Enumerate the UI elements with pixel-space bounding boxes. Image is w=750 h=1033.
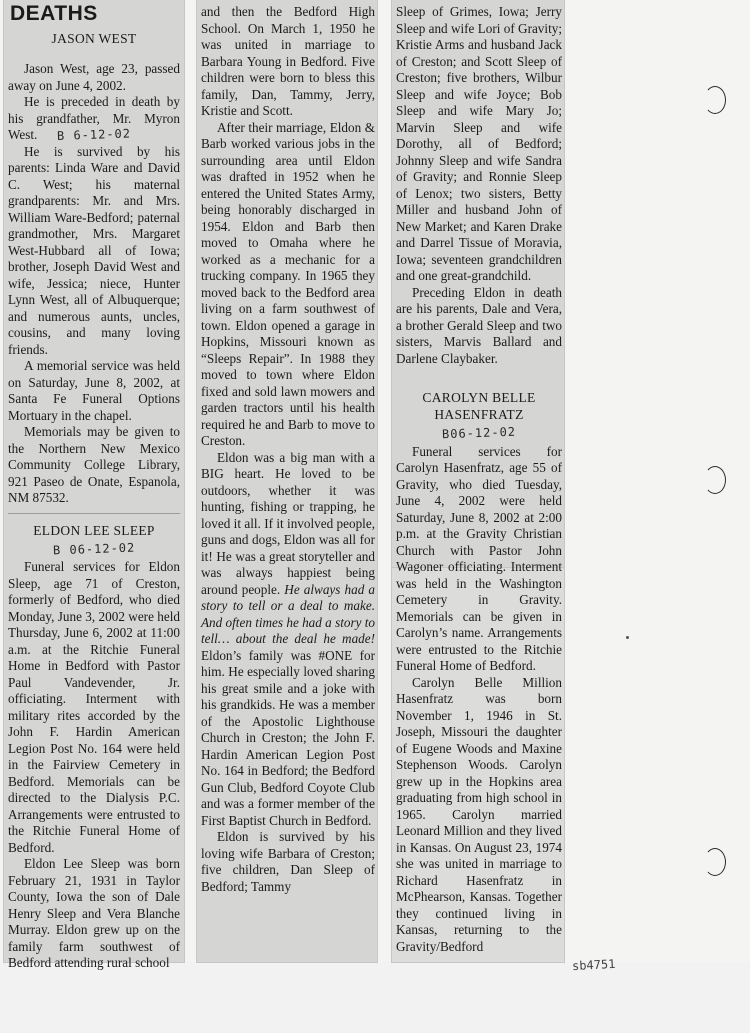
archive-reference-handwritten: sb4751 [571, 956, 616, 974]
paragraph [201, 450, 375, 830]
paragraph: Funeral services for Eldon Sleep, age 71 of Creston, formerly of Bedford, who died Monday, June 3, 2002 were held Thursday, June 6, 2002 at 11:00 a.m. at the Ritchie Funeral Home in Bedford with Pastor Paul Vandevender, Jr. officiating. Interment with military rites accorded by the John F. Hardin American Legion Post No. 164 were held in the Fairview Cemetery in Bedford. Memorials can be directed to the Dialysis P.C. Arrangements were entrusted to the Ritchie Funeral Home of Bedford. [8, 559, 180, 855]
column-2 [201, 4, 375, 895]
handwritten-date: B06-12-02 [441, 424, 517, 442]
paragraph-text: Eldon was a big man with a BIG heart. He loved to be outdoors, whether it was hunting, fishing or trapping, he loved it all. If it involved people, guns and dogs, Eldon was all for it! He was a great storyteller and was always happiest being around people. [201, 449, 375, 597]
binder-hole-mark [704, 848, 726, 876]
paragraph: Eldon is survived by his loving wife Barbara of Creston; five children, Dan Sleep of Bedford; Tammy [201, 829, 375, 894]
paragraph: Jason West, age 23, passed away on June 4, 2002. [8, 61, 180, 93]
divider [8, 513, 180, 514]
scan-background [0, 962, 750, 1033]
paragraph: Carolyn Belle Million Hasenfratz was born November 1, 1946 in St. Joseph, Missouri the daughter of Eugene Woods and Maxine Stephenson Woods. Carolyn grew up in the Hopkins area graduating from high school in 1965. Carolyn married Leonard Million and they lived in Kansas. On August 23, 1974 she was united in marriage to Richard Hasenfratz in McPhearson, Kansas. Together they continued living in Kansas, returning to the Gravity/Bedford [396, 674, 562, 954]
handwritten-date: B 06-12-02 [52, 540, 136, 557]
obituary-heading-hasenfratz-line2: HASENFRATZ [434, 407, 524, 422]
paragraph: Preceding Eldon in death are his parents, Dale and Vera, a brother Gerald Sleep and two sisters, Marvis Ballard and Darlene Claybaker. [396, 284, 562, 366]
binder-hole-mark [704, 86, 726, 114]
column-1 [8, 0, 180, 972]
paragraph-text: Eldon’s family was #ONE for him. He especially loved sharing his great smile and a joke with his grandkids. He was a member of the Apostolic Lighthouse Church in Creston; the John F. Hardin American Legion Post No. 164 in Bedford; the Bedford Gun Club, Bedford Coyote Club and was a former member of the First Baptist Church in Bedford. [201, 647, 375, 828]
paragraph [8, 94, 180, 144]
paragraph: Funeral services for Carolyn Hasenfratz, age 55 of Gravity, who died Tuesday, June 4, 2002 were held Saturday, June 8, 2002 at 2:00 p.m. at the Gravity Christian Church with Pastor John Wagoner officiating. Interment was held in the Washington Cemetery in Gravity. Memorials can be given in Carolyn’s name. Arrangements were entrusted to the Ritchie Funeral Home of Bedford. [396, 443, 562, 673]
scan-speck [626, 636, 629, 639]
paragraph: Sleep of Grimes, Iowa; Jerry Sleep and wife Lori of Gravity; Kristie Arms and husband Jack of Creston; and Scott Sleep of Creston; five brothers, Wilbur Sleep and wife Joyce; Bob Sleep and wife Mary Jo; Marvin Sleep and wife Dorothy, all of Bedford; Johnny Sleep and wife Sandra of Gravity; and Ronnie Sleep of Lenox; two sisters, Betty Miller and husband John of New Market; and Karen Drake and Darrel Tissue of Moravia, Iowa; seventeen grandchildren and one great-grandchild. [396, 4, 562, 283]
paragraph: and then the Bedford High School. On March 1, 1950 he was united in marriage to Barbara Young in Bedford. Five children were born to bless this family, Dan, Tammy, Jerry, Kristie and Scott. [201, 4, 375, 118]
paragraph: He is survived by his parents: Linda Ware and David C. West; his maternal grandparents: Mr. and Mrs. William Ware-Bedford; paternal grandmother, Mrs. Margaret West-Hubbard all of Iowa; brother, Joseph David West and wife, Jessica; niece, Hunter Lynn West, all of Albuquerque; and numerous aunts, uncles, cousins, and many loving friends. [8, 143, 180, 357]
binder-hole-mark [704, 466, 726, 494]
column-3 [396, 4, 562, 955]
paragraph: Eldon Lee Sleep was born February 21, 1931 in Taylor County, Iowa the son of Dale Henry Sleep and Vera Blanche Murray. Eldon grew up on the family farm southwest of Bedford attending rural school [8, 856, 180, 970]
paragraph: After their marriage, Eldon & Barb worked various jobs in the surrounding area until Eldon was drafted in 1952 when he entered the United States Army, being honorably discharged in 1954. Eldon and Barb then moved to Omaha where he worked as a mechanic for a trucking company. In 1965 they moved back to the Bedford area living on a farm southwest of town. Eldon opened a garage in Hopkins, Missouri known as “Sleeps Repair”. In 1988 they moved to town where Eldon fixed and sold lawn mowers and garden tractors until his health required he and Barb to move to Creston. [201, 119, 375, 448]
italic-quote: He always had a story to tell or a deal to make. And often times he had a story to tell… about the deal he made! [201, 581, 376, 646]
handwritten-date: B 6-12-02 [56, 126, 131, 144]
paragraph-text: He is preceded in death by his grandfather, Mr. Myron West. [8, 94, 180, 142]
paragraph: A memorial service was held on Saturday, June 8, 2002, at Santa Fe Funeral Options Mortuary in the chapel. [8, 358, 180, 423]
obituary-heading-jason-west: JASON WEST [51, 31, 137, 46]
obituary-heading-eldon-sleep: ELDON LEE SLEEP [33, 522, 155, 538]
obituary-heading-hasenfratz-line1: CAROLYN BELLE [422, 390, 536, 405]
section-masthead: DEATHS [10, 2, 98, 25]
paragraph: Memorials may be given to the Northern New Mexico Community College Library, 921 Paseo de Onate, Espanola, NM 87532. [8, 424, 180, 505]
